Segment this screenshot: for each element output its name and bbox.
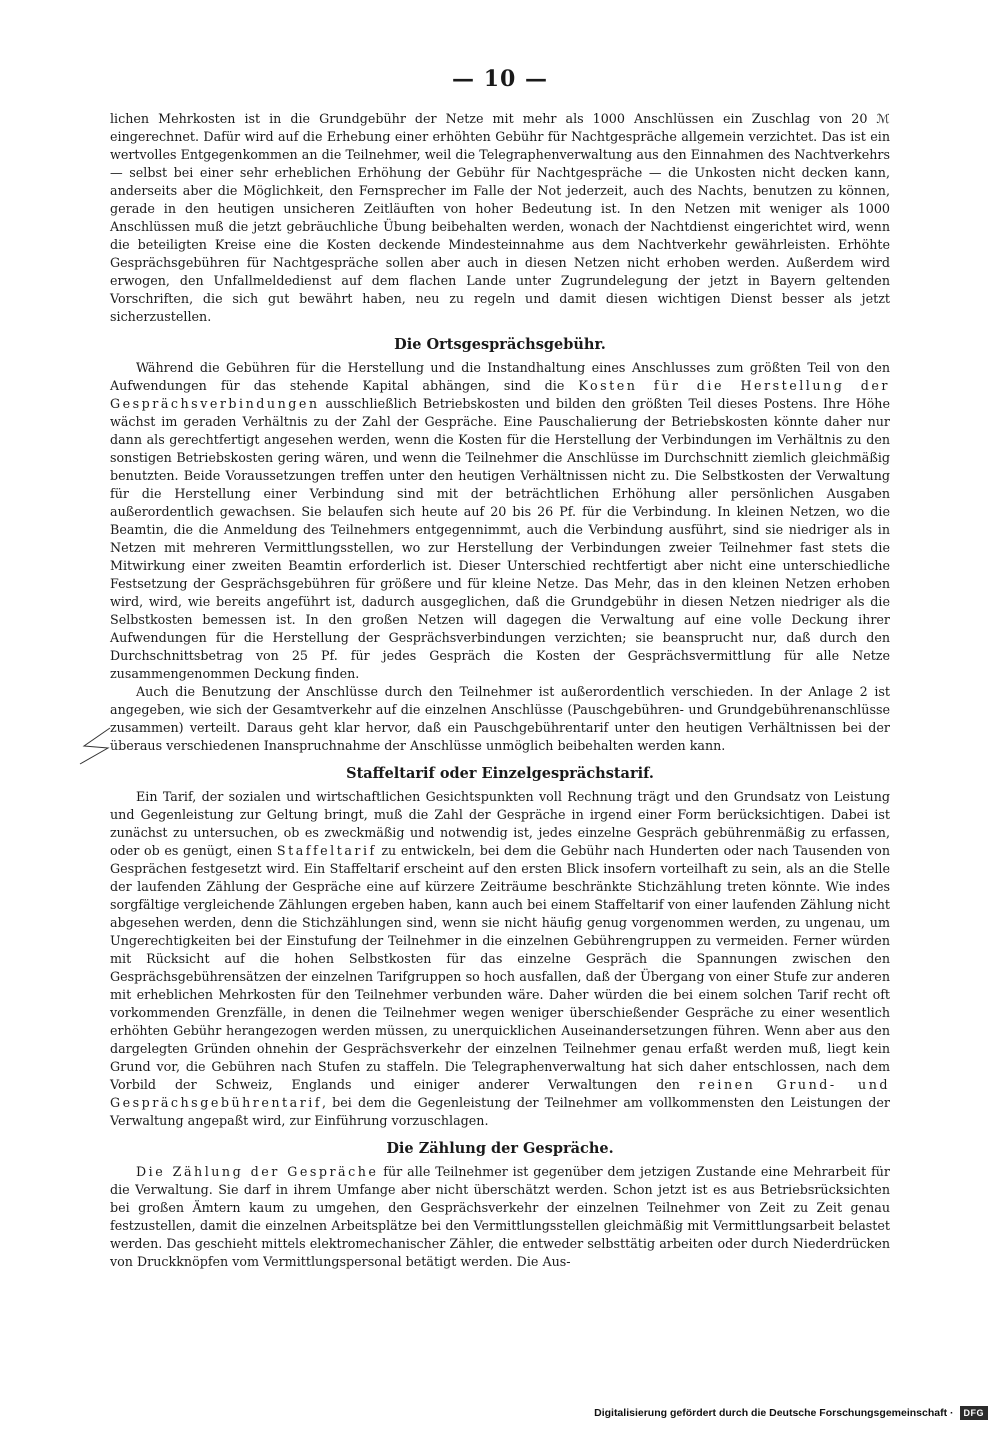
page-number: — 10 — bbox=[452, 66, 548, 92]
text-run: , bei dem die Gegenleistung der Teilnehmer am vollkommensten den Leistungen der Verwaltung angepaßt wird, zur Einführung vorzuschlagen. bbox=[110, 1095, 890, 1128]
spaced-emphasis: Die Zählung der Gespräche bbox=[136, 1164, 379, 1179]
text-run: Ein Tarif, der sozialen und wirtschaftlichen Gesichtspunkten voll Rechnung trägt und den Grundsatz von Leistung und Gegenleistung zur Geltung bringt, muß die Zahl der Gespräche in irgend einer Form berücksichtigen. Dabei ist zunächst zu untersuchen, ob es zweckmäßig und notwendig ist, jedes einzelne Gespräch gebührenmäßig zu erfassen, oder ob es genügt, einen bbox=[110, 789, 890, 858]
paragraph: Auch die Benutzung der Anschlüsse durch den Teilnehmer ist außerordentlich verschieden. In der Anlage 2 ist angegeben, wie sich der Gesamtverkehr auf die einzelnen Anschlüsse (Pauschgebühren- und Grundgebührenanschlüsse zusammen) verteilt. Daraus geht klar hervor, daß ein Pauschgebührentarif unter den heutigen Verhältnissen bei der überaus verschiedenen Inanspruchnahme der Anschlüsse unmöglich beibehalten werden kann. bbox=[110, 684, 890, 753]
section-heading: Die Ortsgesprächsgebühr. bbox=[394, 336, 606, 353]
digitization-footer bbox=[594, 1406, 988, 1420]
section-staffeltarif bbox=[110, 764, 890, 1130]
document-body bbox=[110, 110, 890, 1271]
spaced-emphasis: reinen Grund- und Gesprächsgebührentarif bbox=[110, 1077, 891, 1110]
intro-paragraph: lichen Mehrkosten ist in die Grundgebühr der Netze mit mehr als 1000 Anschlüssen ein Zuschlag von 20 ℳ eingerechnet. Dafür wird auf die Erhebung einer erhöhten Gebühr für Nachtgespräche allgemein verzichtet. Das ist ein wertvolles Entgegenkommen an die Teilnehmer, weil die Telegraphenverwaltung aus den Einnahmen des Nachtverkehrs — selbst bei einer sehr erheblichen Erhöhung der Gebühr für Nachtgespräche — die Unkosten nicht decken kann, anderseits aber die Möglichkeit, den Fernsprecher im Falle der Not jederzeit, auch des Nachts, benutzen zu können, gerade in den heutigen unsicheren Zeitläuften von hoher Bedeutung ist. In den Netzen mit weniger als 1000 Anschlüssen muß die jetzt gebräuchliche Übung beibehalten werden, wonach der Nachtdienst eingerichtet wird, wenn die beteiligten Kreise eine die Kosten deckende Mindesteinnahme aus dem Nachtverkehr gewährleisten. Erhöhte Gesprächsgebühren für Nachtgespräche sollen aber auch in diesen Netzen nicht erhoben werden. Außerdem wird erwogen, den Unfallmeldedienst auf dem flachen Lande unter Zugrundelegung der jetzt in Bayern geltenden Vorschriften, die sich gut bewährt haben, neu zu regeln und damit diesen wichtigen Dienst besser als jetzt sicherzustellen. bbox=[110, 111, 890, 324]
margin-pencil-mark bbox=[78, 726, 112, 766]
paragraph bbox=[110, 359, 890, 683]
text-run: für alle Teilnehmer ist gegenüber dem jetzigen Zustande eine Mehrarbeit für die Verwaltung. Sie darf in ihrem Umfange aber nicht überschätzt werden. Schon jetzt ist es aus Betriebsrücksichten bei großen Ämtern kaum zu umgehen, den Gesprächsverkehr der einzelnen Teilnehmer von Zeit zu Zeit genau festzustellen, damit die einzelnen Arbeitsplätze bei den Vermittlungsstellen gleichmäßig mit Vermittlungsarbeit belastet werden. Das geschieht mittels elektromechanischer Zähler, die entweder selbsttätig arbeiten oder durch Niederdrücken von Druckknöpfen vom Vermittlungspersonal betätigt werden. Die Aus- bbox=[110, 1164, 890, 1269]
section-ortsgespraechsgebuehr bbox=[110, 335, 890, 755]
text-run: zu entwickeln, bei dem die Gebühr nach Hunderten oder nach Tausenden von Gesprächen festgesetzt wird. Ein Staffeltarif erscheint auf den ersten Blick insofern vorteilhaft zu sein, als an die Stelle der laufenden Zählung der Gespräche eine auf kürzere Zeiträume beschränkte Stichzählung treten könnte. Wie indes sorgfältige vergleichende Zählungen ergeben haben, kann auch bei einem Staffeltarif von einer laufenden Zählung nicht abgesehen werden, denn die Stichzählungen sind, wenn sie nicht häufig genug vorgenommen werden, zu ungenau, um Ungerechtigkeiten bei der Einstufung der Teilnehmer in die einzelnen Gebührengruppen zu vermeiden. Ferner würden mit Rücksicht auf die hohen Selbstkosten für das einzelne Gespräch die Spannungen zwischen den Gesprächsgebührensätzen der einzelnen Tarifgruppen so hoch ausfallen, daß der Übergang von einer Stufe zur anderen mit erheblichen Mehrkosten für den Teilnehmer verbunden wäre. Daher würden die bei einem solchen Tarif recht oft vorkommenden Grenzfälle, in denen die Teilnehmer wegen weniger überschießender Gespräche zu einer wesentlich erhöhten Gebühr herangezogen werden müssen, zu unerquicklichen Auseinandersetzungen führen. Wenn aber aus den dargelegten Gründen ohnehin der Gesprächsverkehr der einzelnen Teilnehmer genau erfaßt werden muß, liegt kein Grund vor, die Gebühren nach Stufen zu staffeln. Die Telegraphenverwaltung hat sich daher entschlossen, nach dem Vorbild der Schweiz, Englands und einiger anderer Verwaltungen den bbox=[110, 843, 890, 1092]
section-heading: Staffeltarif oder Einzelgesprächstarif. bbox=[346, 765, 654, 782]
footer-credit: Digitalisierung gefördert durch die Deutsche Forschungsgemeinschaft · bbox=[594, 1407, 954, 1419]
dfg-logo: DFG bbox=[960, 1406, 989, 1420]
paragraph bbox=[110, 788, 890, 1130]
paragraph bbox=[110, 1163, 890, 1271]
section-zaehlung bbox=[110, 1139, 890, 1271]
section-heading: Die Zählung der Gespräche. bbox=[386, 1140, 614, 1157]
text-run: Während die Gebühren für die Herstellung und die Instandhaltung eines Anschlusses zum größten Teil von den Aufwendungen für das stehende Kapital abhängen, sind die bbox=[110, 360, 890, 393]
spaced-emphasis: Kosten für die Herstellung der Gesprächsverbindungen bbox=[110, 378, 890, 411]
spaced-emphasis: Staffeltarif bbox=[276, 843, 377, 858]
text-run: ausschließlich Betriebskosten und bilden den größten Teil dieses Postens. Ihre Höhe wächst im geraden Verhältnis zu der Zahl der Gespräche. Eine Pauschalierung der Betriebskosten könnte daher nur dann als gerechtfertigt angesehen werden, wenn die Kosten für die Herstellung der Verbindungen im Verhältnis zu den sonstigen Betriebskosten gering wären, und wenn die Teilnehmer die Anschlüsse im Durchschnitt ziemlich gleichmäßig benutzten. Beide Voraussetzungen treffen unter den heutigen Verhältnissen nicht zu. Die Selbstkosten der Verwaltung für die Herstellung einer Verbindung sind mit der beträchtlichen Erhöhung aller persönlichen Ausgaben außerordentlich gewachsen. Sie belaufen sich heute auf 20 bis 26 Pf. für die Verbindung. In kleinen Netzen, wo die Beamtin, die die Anmeldung des Teilnehmers entgegennimmt, auch die Verbindung ausführt, sind sie niedriger als in Netzen mit mehreren Vermittlungsstellen, wo zur Herstellung der Verbindungen zweier Teilnehmer fast stets die Mitwirkung einer zweiten Beamtin erforderlich ist. Dieser Unterschied rechtfertigt aber nicht eine unterschiedliche Festsetzung der Gesprächsgebühren für größere und für kleine Netze. Das Mehr, das in den kleinen Netzen erhoben wird, wird, wie bereits angeführt ist, dadurch ausgeglichen, daß die Grundgebühr in diesen Netzen niedriger als die Selbstkosten bemessen ist. In den großen Netzen will dagegen die Verwaltung auf eine volle Deckung ihrer Aufwendungen für die Herstellung der Gesprächsverbindungen verzichten; sie beansprucht nur, daß durch den Durchschnittsbetrag von 25 Pf. für jedes Gespräch die Kosten der Gesprächsvermittlung für alle Netze zusammengenommen Deckung finden. bbox=[110, 396, 890, 681]
